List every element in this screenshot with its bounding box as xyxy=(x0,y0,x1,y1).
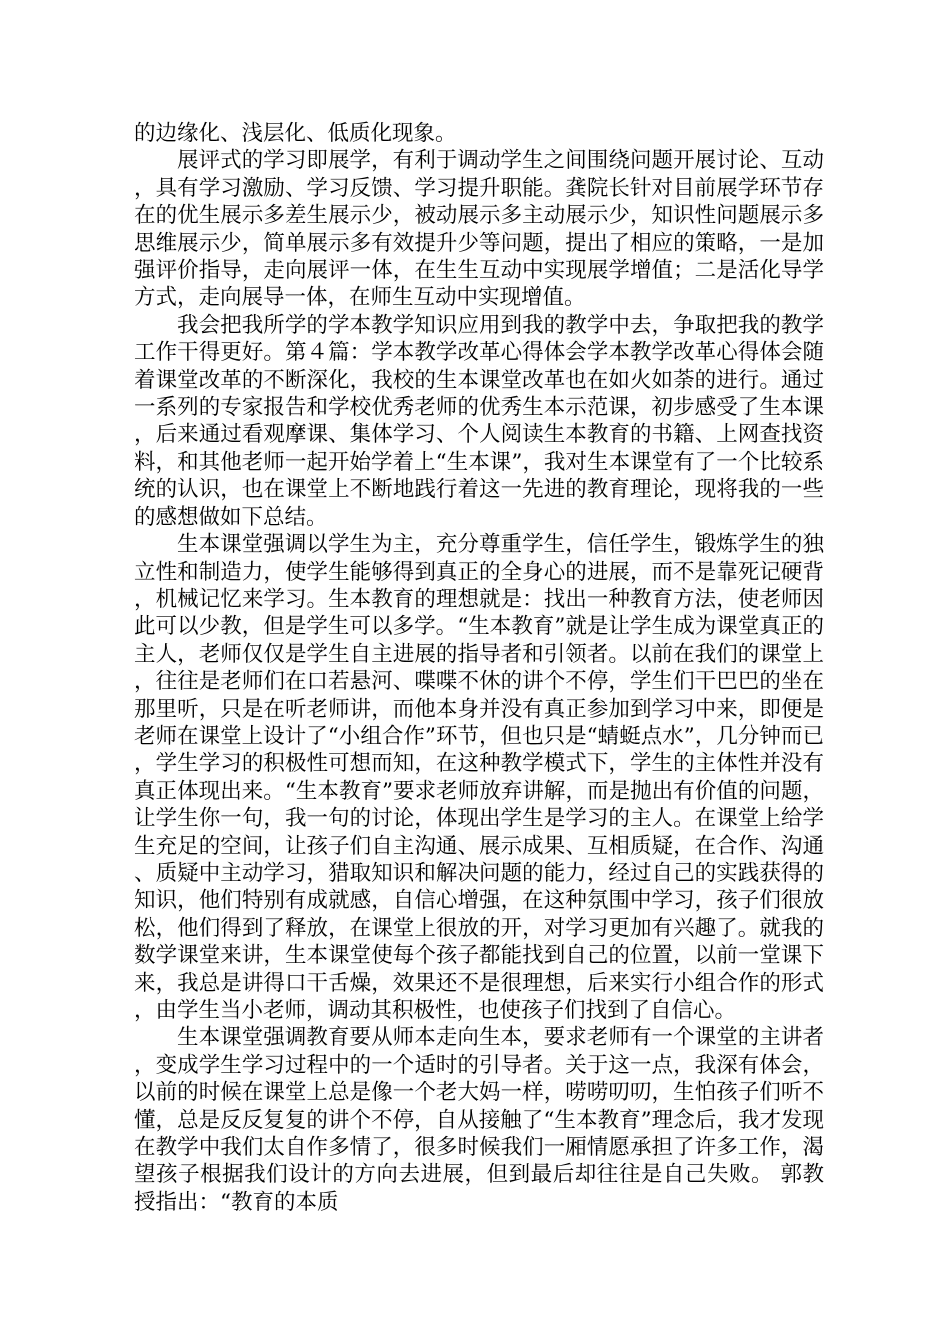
paragraph-2: 展评式的学习即展学，有利于调动学生之间围绕问题开展讨论、互动，具有学习激励、学习反馈、学习提升职能。龚院长针对目前展学环节存在的优生展示多差生展示少，被动展示多主动展示少，知识性问题展示多思维展示少，简单展示多有效提升少等问题，提出了相应的策略，一是加强评价指导，走向展评一体，在生生互动中实现展学增值；二是活化导学方式，走向展导一体，在师生互动中实现增值。 xyxy=(134,148,824,311)
paragraph-3: 我会把我所学的学本教学知识应用到我的教学中去，争取把我的教学工作干得更好。第４篇：学本教学改革心得体会学本教学改革心得体会随着课堂改革的不断深化，我校的生本课堂改革也在如火如荼的进行。通过一系列的专家报告和学校优秀老师的优秀生本示范课，初步感受了生本课，后来通过看观摩课、集体学习、个人阅读生本教育的书籍、上网查找资料，和其他老师一起开始学着上“生本课”，我对生本课堂有了一个比较系统的认识，也在课堂上不断地践行着这一先进的教育理论，现将我的一些的感想做如下总结。 xyxy=(134,312,824,530)
document-page xyxy=(134,120,824,1216)
paragraph-1: 的边缘化、浅层化、低质化现象。 xyxy=(134,121,457,146)
paragraph-4: 生本课堂强调以学生为主，充分尊重学生，信任学生，锻炼学生的独立性和制造力，使学生能够得到真正的全身心的进展，而不是靠死记硬背，机械记忆来学习。生本教育的理想就是：找出一种教育方法，使老师因此可以少教，但是学生可以多学。“生本教育”就是让学生成为课堂真正的主人，老师仅仅是学生自主进展的指导者和引领者。以前在我们的课堂上，往往是老师们在口若悬河、喋喋不休的讲个不停，学生们干巴巴的坐在那里听，只是在听老师讲，而他本身并没有真正参加到学习中来，即便是老师在课堂上设计了“小组合作”环节，但也只是“蜻蜓点水”，几分钟而已，学生学习的积极性可想而知，在这种教学模式下，学生的主体性并没有真正体现出来。“生本教育”要求老师放弃讲解，而是抛出有价值的问题，让学生你一句，我一句的讨论，体现出学生是学习的主人。在课堂上给学生充足的空间，让孩子们自主沟通、展示成果、互相质疑，在合作、沟通、质疑中主动学习，猎取知识和解决问题的能力，经过自己的实践获得的知识，他们特别有成就感，自信心增强，在这种氛围中学习，孩子们很放松，他们得到了释放，在课堂上很放的开，对学习更加有兴趣了。就我的数学课堂来讲，生本课堂使每个孩子都能找到自己的位置，以前一堂课下来，我总是讲得口干舌燥，效果还不是很理想，后来实行小组合作的形式，由学生当小老师，调动其积极性，也使孩子们找到了自信心。 xyxy=(134,532,824,1023)
paragraph-5: 生本课堂强调教育要从师本走向生本，要求老师有一个课堂的主讲者，变成学生学习过程中的一个适时的引导者。关于这一点，我深有体会，以前的时候在课堂上总是像一个老大妈一样，唠唠叨叨，生怕孩子们听不懂，总是反反复复的讲个不停，自从接触了“生本教育”理念后，我才发现在教学中我们太自作多情了，很多时候我们一厢情愿承担了许多工作，渴望孩子根据我们设计的方向去进展，但到最后却往往是自己失败。 郭教授指出：“教育的本质 xyxy=(134,1025,824,1215)
